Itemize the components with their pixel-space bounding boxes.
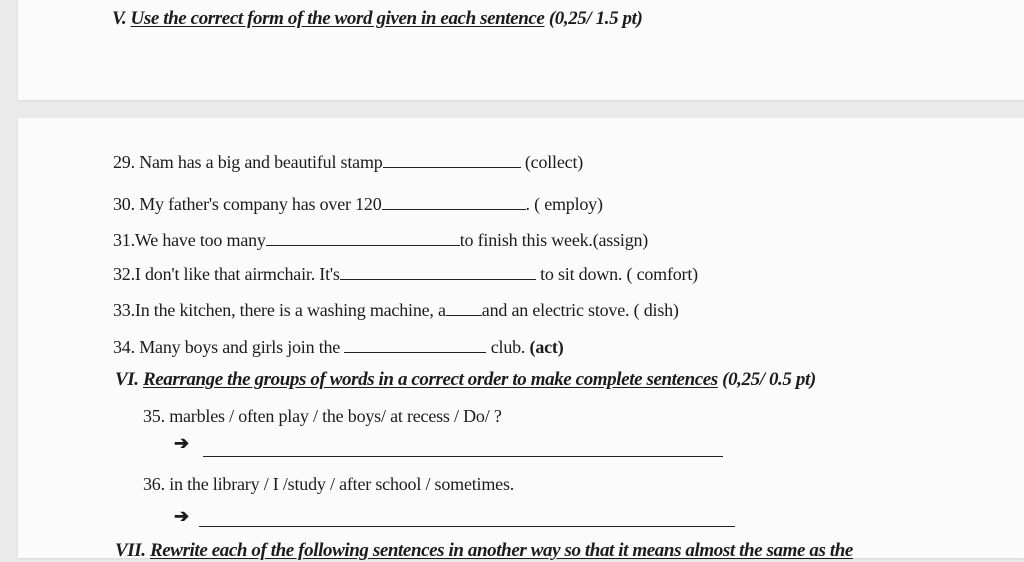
item-text-after: club. — [490, 337, 526, 357]
section-6-heading — [115, 369, 816, 391]
item-hint: and an electric stove. ( dish) — [481, 300, 679, 320]
answer-blank[interactable] — [266, 229, 460, 246]
exercise-item-31 — [113, 229, 648, 251]
item-text: in the library / I /study / after school / sometimes. — [169, 474, 515, 494]
item-number: 29. — [113, 152, 135, 172]
answer-blank[interactable] — [446, 299, 482, 316]
exercise-item-33 — [113, 299, 679, 321]
exercise-item-32 — [113, 263, 698, 285]
item-number: 32. — [113, 264, 135, 284]
item-number: 31. — [113, 230, 135, 250]
section-7-heading — [115, 540, 853, 562]
arrow-icon: ➔ — [174, 506, 190, 526]
answer-blank[interactable] — [383, 151, 521, 168]
answer-line-35[interactable] — [203, 456, 723, 457]
item-text-before: My father's company has over 120 — [139, 194, 382, 214]
item-text-before: In the kitchen, there is a washing machine, a — [134, 300, 446, 320]
section-5-heading — [112, 8, 642, 30]
exercise-item-29 — [113, 151, 583, 173]
item-number: 30. — [113, 194, 135, 214]
item-text-before: We have too many — [134, 230, 266, 250]
section-6-title: Rearrange the groups of words in a correct order to make complete sentences — [142, 369, 718, 390]
section-6-number: VI. — [115, 369, 139, 390]
answer-line-36[interactable] — [199, 526, 735, 527]
item-text: marbles / often play / the boys/ at recess / Do/ ? — [169, 406, 502, 426]
item-number: 34. — [113, 337, 135, 357]
section-5-title: Use the correct form of the word given in each sentence — [130, 8, 545, 29]
answer-blank[interactable] — [344, 336, 486, 353]
exercise-item-36 — [143, 473, 514, 495]
item-text-before: Nam has a big and beautiful stamp — [139, 152, 383, 172]
section-7-number: VII. — [115, 540, 146, 561]
item-text-before: I don't like that airmchair. It's — [134, 264, 340, 284]
exercise-item-30 — [113, 193, 603, 215]
item-number: 33. — [113, 300, 135, 320]
arrow-icon: ➔ — [174, 433, 190, 453]
item-hint: to sit down. ( comfort) — [540, 264, 698, 284]
exercise-item-35 — [143, 405, 502, 427]
item-hint: (act) — [529, 337, 564, 357]
item-hint: to finish this week.(assign) — [459, 230, 649, 250]
section-6-points: (0,25/ 0.5 pt) — [722, 369, 816, 390]
item-hint: (collect) — [524, 152, 584, 172]
item-number: 36. — [143, 474, 165, 494]
item-number: 35. — [143, 406, 165, 426]
answer-blank[interactable] — [382, 193, 526, 210]
exercise-item-34 — [113, 336, 564, 358]
section-5-points: (0,25/ 1.5 pt) — [548, 8, 643, 29]
section-7-title: Rewrite each of the following sentences in another way so that it means almost the same as the — [149, 540, 853, 561]
item-text-before: Many boys and girls join the — [139, 337, 341, 357]
answer-blank[interactable] — [340, 263, 536, 280]
item-hint: . ( employ) — [525, 194, 603, 214]
section-5-number: V. — [112, 8, 127, 29]
